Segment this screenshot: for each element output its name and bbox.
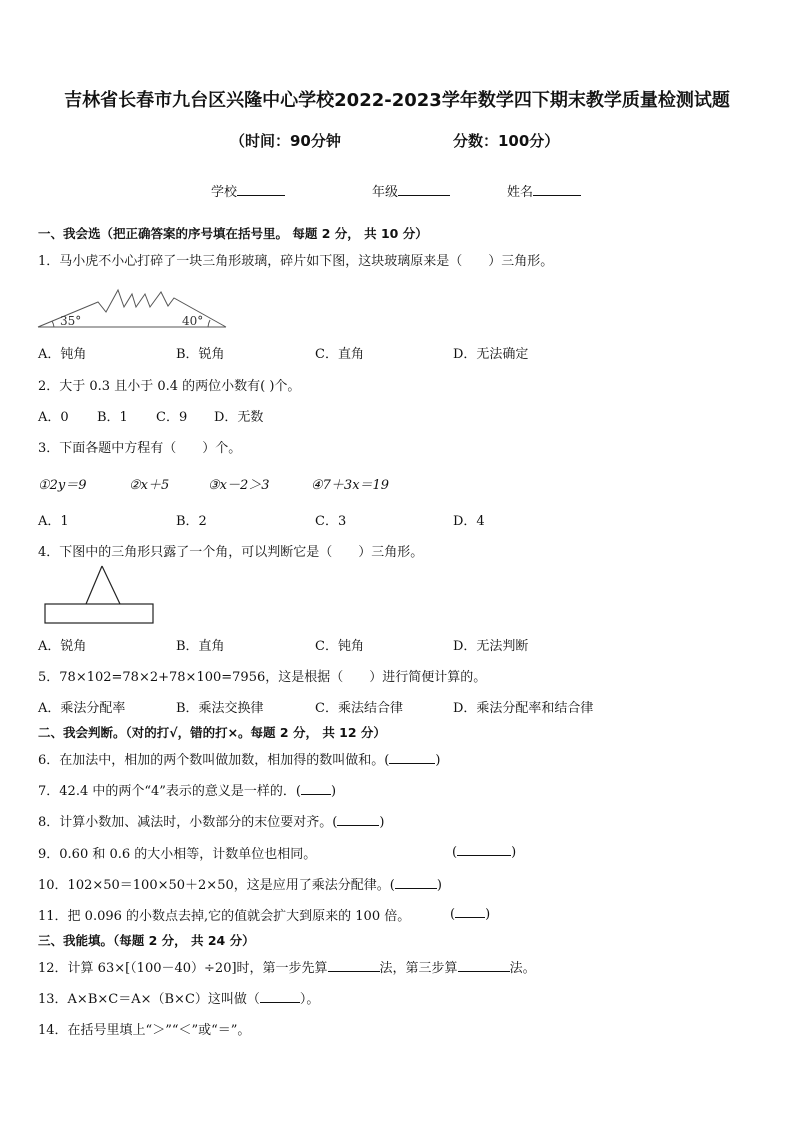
q3-item-1: ①2y＝9 (38, 478, 87, 493)
q3-item-4: ④7＋3x＝19 (311, 478, 390, 493)
question-9: 9．0.60 和 0.6 的大小相等，计数单位也相同。 (38, 847, 317, 862)
q6-answer-blank[interactable] (389, 751, 435, 764)
grade-label: 年级 (372, 185, 399, 200)
q1-option-c[interactable]: C．直角 (315, 347, 364, 362)
q10-answer-blank[interactable] (395, 876, 437, 889)
q3-option-d[interactable]: D．4 (453, 514, 485, 529)
q9-answer[interactable] (452, 843, 516, 860)
exam-score: 分数：100分） (453, 132, 560, 150)
question-3: 3．下面各题中方程有（ ）个。 (38, 441, 242, 456)
q8-close: ) (379, 815, 385, 830)
q13-text-b: ）。 (299, 992, 320, 1007)
q2-option-d[interactable]: D．无数 (214, 410, 264, 425)
q6-text: 6．在加法中，相加的两个数叫做加数，相加得的数叫做和。( (38, 753, 390, 768)
name-label: 姓名 (507, 185, 534, 200)
q2-option-a[interactable]: A．0 (38, 410, 69, 425)
broken-glass-figure (36, 280, 230, 332)
question-13 (38, 988, 319, 1007)
question-12 (38, 957, 536, 976)
q4-option-b[interactable]: B．直角 (176, 639, 225, 654)
q5-option-b[interactable]: B．乘法交换律 (176, 701, 264, 716)
grade-field[interactable] (372, 181, 450, 200)
q10-text: 10．102×50＝100×50＋2×50，这是应用了乘法分配律。( (38, 878, 395, 893)
question-11: 11．把 0.096 的小数点去掉,它的值就会扩大到原来的 100 倍。 (38, 909, 411, 924)
q1-option-d[interactable]: D．无法确定 (453, 347, 529, 362)
q10-close: ) (436, 878, 442, 893)
q2-option-b[interactable]: B．1 (97, 410, 128, 425)
q1-option-b[interactable]: B．锐角 (176, 347, 225, 362)
q12-text-c: 法。 (509, 961, 536, 976)
question-5: 5．78×102=78×2+78×100=7956，这是根据（ ）进行简便计算的。 (38, 670, 487, 685)
q6-close: ) (435, 753, 441, 768)
question-7 (38, 780, 336, 799)
q5-option-c[interactable]: C．乘法结合律 (315, 701, 403, 716)
q13-blank[interactable] (260, 990, 300, 1003)
q5-option-a[interactable]: A．乘法分配率 (38, 701, 126, 716)
q7-text: 7．42.4 中的两个“4”表示的意义是一样的．( (38, 784, 301, 799)
q9-open: ( (452, 845, 458, 860)
section1-heading: 一、我会选（把正确答案的序号填在括号里。 每题 2 分， 共 10 分） (38, 226, 428, 241)
q3-item-3: ③x－2＞3 (208, 478, 270, 493)
school-blank[interactable] (237, 183, 285, 196)
page-title: 吉林省长春市九台区兴隆中心学校2022-2023学年数学四下期末教学质量检测试题 (64, 90, 730, 111)
hidden-triangle-figure (44, 564, 156, 626)
q8-text: 8．计算小数加、减法时，小数部分的末位要对齐。( (38, 815, 338, 830)
q7-answer-blank[interactable] (301, 782, 331, 795)
q3-item-2: ②x＋5 (129, 478, 170, 493)
name-blank[interactable] (533, 183, 581, 196)
q3-option-a[interactable]: A．1 (38, 514, 69, 529)
school-field[interactable] (211, 181, 285, 200)
school-label: 学校 (211, 185, 238, 200)
q3-option-b[interactable]: B．2 (176, 514, 207, 529)
q12-blank-2[interactable] (458, 959, 510, 972)
q11-close: ) (485, 907, 491, 922)
q9-answer-blank[interactable] (457, 843, 511, 856)
question-8 (38, 811, 384, 830)
exam-time: （时间：90分钟 (230, 132, 341, 150)
q12-blank-1[interactable] (328, 959, 380, 972)
q13-text-a: 13．A×B×C＝A×（B×C）这叫做（ (38, 992, 260, 1007)
question-4: 4．下图中的三角形只露了一个角，可以判断它是（ ）三角形。 (38, 545, 424, 560)
q4-option-d[interactable]: D．无法判断 (453, 639, 529, 654)
q4-option-c[interactable]: C．钝角 (315, 639, 364, 654)
q12-text-a: 12．计算 63×[（100－40）÷20]时，第一步先算 (38, 961, 328, 976)
q11-answer-blank[interactable] (455, 905, 485, 918)
q11-open: ( (450, 907, 456, 922)
name-field[interactable] (507, 181, 581, 200)
question-6 (38, 749, 440, 768)
question-10 (38, 874, 442, 893)
question-2: 2．大于 0.3 且小于 0.4 的两位小数有( )个。 (38, 379, 301, 394)
q12-text-b: 法，第三步算 (379, 961, 458, 976)
angle-left-label: 35° (60, 314, 82, 328)
section2-heading: 二、我会判断。（对的打√，错的打×。每题 2 分， 共 12 分） (38, 725, 386, 740)
q1-option-a[interactable]: A．钝角 (38, 347, 87, 362)
question-14: 14．在括号里填上“＞”“＜”或“＝”。 (38, 1023, 251, 1038)
section3-heading: 三、我能填。（每题 2 分， 共 24 分） (38, 933, 255, 948)
q2-option-c[interactable]: C．9 (156, 410, 188, 425)
q5-option-d[interactable]: D．乘法分配率和结合律 (453, 701, 594, 716)
angle-right-label: 40° (182, 314, 204, 328)
q11-answer[interactable] (450, 905, 490, 922)
q4-option-a[interactable]: A．锐角 (38, 639, 87, 654)
q8-answer-blank[interactable] (337, 813, 379, 826)
q3-option-c[interactable]: C．3 (315, 514, 347, 529)
grade-blank[interactable] (398, 183, 450, 196)
q9-close: ) (511, 845, 517, 860)
q7-close: ) (330, 784, 337, 799)
question-1: 1．马小虎不小心打碎了一块三角形玻璃，碎片如下图，这块玻璃原来是（ ）三角形。 (38, 254, 554, 269)
